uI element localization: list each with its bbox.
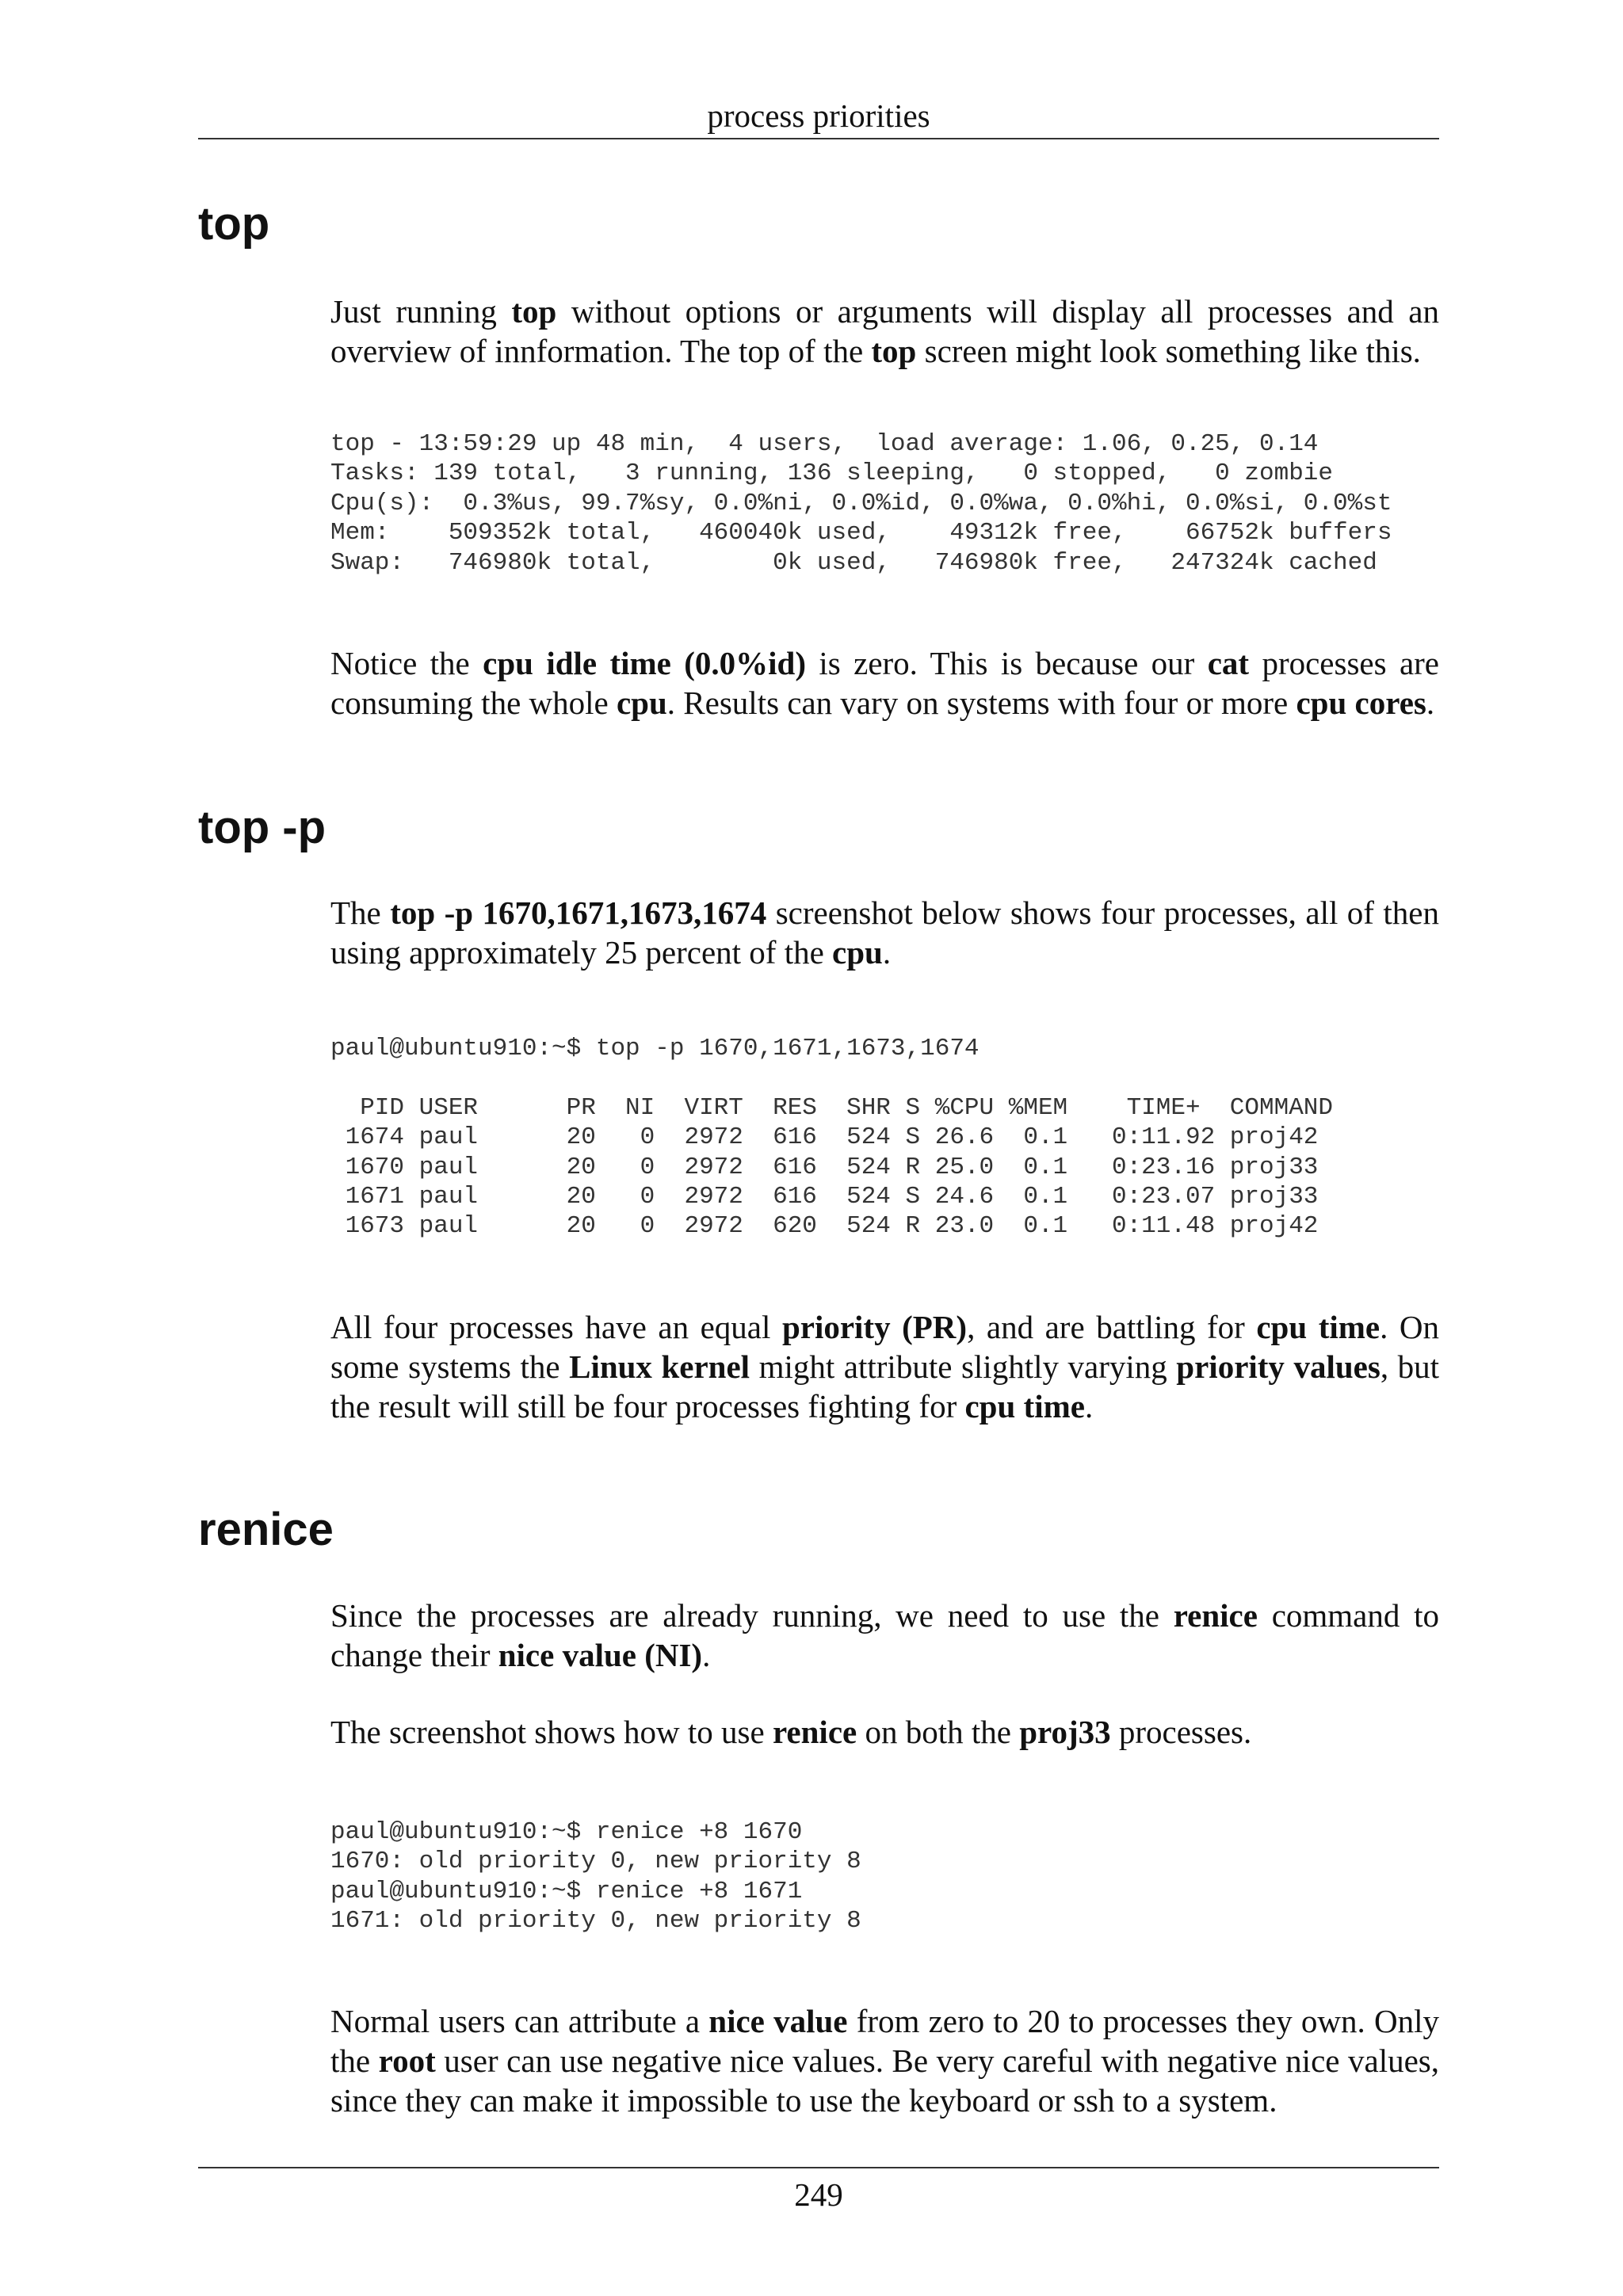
top-p-intro-paragraph: The top -p 1670,1671,1673,1674 screenshot below shows four processes, all of then using approximately 25 percent of the cpu. — [330, 894, 1439, 971]
section-heading-renice: renice — [198, 1504, 334, 1555]
top-intro-paragraph: Just running top without options or arguments will display all processes and an overview of innformation. The top of the top screen might look something like this. — [330, 293, 1439, 369]
running-header: process priorities — [707, 97, 930, 134]
top-p-outro-paragraph: All four processes have an equal priority (PR), and are battling for cpu time. On some systems the Linux kernel might attribute slightly varying priority values, but the result will still be four processes fighting for cpu time. — [330, 1309, 1440, 1425]
renice-intro-paragraph: Since the processes are already running, we need to use the renice command to change their nice value (NI). — [330, 1597, 1439, 1673]
section-heading-top-p: top -p — [198, 802, 327, 853]
renice-output-code-block: paul@ubuntu910:~$ renice +8 1670 1670: old priority 0, new priority 8 paul@ubuntu910:~$ renice +8 1671 1671: old priority 0, new priority 8 — [330, 1818, 861, 1936]
top-p-output-code-block: paul@ubuntu910:~$ top -p 1670,1671,1673,1674 PID USER PR NI VIRT RES SHR S %CPU %MEM TIME+ COMMAND 1674 paul 20 0 2972 616 524 S 26.6 0.1 0:11.92 proj42 1670 paul 20 0 2972 616 524 R 25.0 0.1 0:23.16 proj33 1671 paul 20 0 2972 616 524 S 24.6 0.1 0:23.07 proj33 1673 paul 20 0 2972 620 524 R 23.0 0.1 0:11.48 proj42 — [330, 1035, 1334, 1241]
renice-screenshot-paragraph: The screenshot shows how to use renice on both the proj33 processes. — [330, 1714, 1252, 1750]
section-heading-top: top — [198, 198, 270, 250]
page-number: 249 — [794, 2176, 843, 2213]
top-notice-paragraph: Notice the cpu idle time (0.0%id) is zero. This is because our cat processes are consuming the whole cpu. Results can vary on systems with four or more cpu cores. — [330, 645, 1439, 721]
header-rule — [198, 138, 1439, 139]
top-output-code-block: top - 13:59:29 up 48 min, 4 users, load average: 1.06, 0.25, 0.14 Tasks: 139 total, 3 running, 136 sleeping, 0 stopped, 0 zombie Cpu(s): 0.3%us, 99.7%sy, 0.0%ni, 0.0%id, 0.0%wa, 0.0%hi, 0.0%si, 0.0%st Mem: 509352k total, 460040k used, 49312k free, 66752k buffers Swap: 746980k total, 0k used, 746980k free, 247324k cached — [330, 430, 1392, 577]
renice-outro-paragraph: Normal users can attribute a nice value from zero to 20 to processes they own. Only the root user can use negative nice values. Be very careful with negative nice values, since they can make it impossible to use the keyboard or ssh to a system. — [330, 2003, 1440, 2119]
footer-rule — [198, 2167, 1439, 2168]
